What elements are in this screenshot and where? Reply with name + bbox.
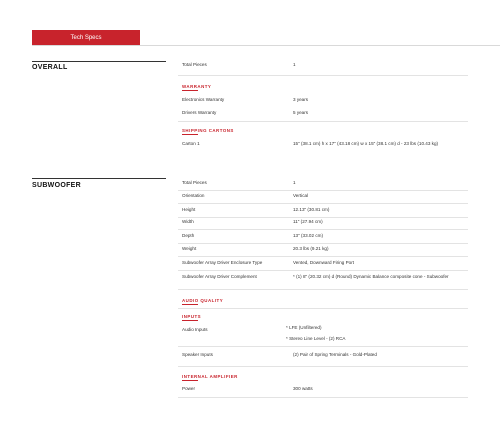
divider <box>178 217 468 218</box>
divider <box>178 121 468 122</box>
row-label: Height <box>182 207 196 212</box>
group-heading-audio-quality: AUDIO QUALITY <box>182 298 224 303</box>
divider <box>178 75 468 76</box>
row-label: Total Pieces <box>182 180 207 185</box>
row-value: 1 <box>293 180 296 185</box>
row-value: 13" (33.02 cm) <box>293 233 323 238</box>
tab-bar <box>32 30 500 46</box>
divider <box>178 308 468 309</box>
row-value-drivers-warranty: 5 years <box>293 110 309 115</box>
divider <box>178 203 468 204</box>
row-label-audio-inputs: Audio Inputs <box>182 327 208 332</box>
row-label: Orientation <box>182 193 205 198</box>
row-label: Subwoofer Array Driver Enclosure Type <box>182 260 263 265</box>
row-label-carton-1: Carton 1 <box>182 141 200 146</box>
group-heading-internal-amplifier: INTERNAL AMPLIFIER <box>182 374 238 379</box>
row-value-audio-inputs-2: * Stereo Line Level - (2) RCA <box>286 336 346 341</box>
divider <box>178 270 468 271</box>
row-label-speaker-inputs: Speaker Inputs <box>182 352 213 357</box>
row-label-drivers-warranty: Drivers Warranty <box>182 110 217 115</box>
row-value: Vertical <box>293 193 309 198</box>
row-value: 11" (27.94 cm) <box>293 219 323 224</box>
divider <box>178 256 468 257</box>
group-heading-inputs: INPUTS <box>182 314 202 319</box>
divider <box>178 289 468 290</box>
row-value-electronics-warranty: 3 years <box>293 97 309 102</box>
row-value-power: 300 watts <box>293 386 313 391</box>
section-title-subwoofer: SUBWOOFER <box>32 182 81 189</box>
row-label: Weight <box>182 246 197 251</box>
group-heading-shipping-cartons: SHIPPING CARTONS <box>182 128 234 133</box>
row-label: Width <box>182 219 194 224</box>
divider <box>178 366 468 367</box>
divider <box>178 229 468 230</box>
row-value-total-pieces: 1 <box>293 62 296 67</box>
row-value: * (1) 8" (20.32 cm) d (Round) Dynamic Balance composite cone - Subwoofer <box>293 274 449 279</box>
section-title-overall: OVERALL <box>32 64 68 71</box>
row-value: Vented, Downward Firing Port <box>293 260 355 265</box>
section-rule <box>32 178 166 179</box>
row-label-electronics-warranty: Electronics Warranty <box>182 97 225 102</box>
group-heading-warranty: WARRANTY <box>182 84 212 89</box>
row-value-audio-inputs-1: * LFE (Unfiltered) <box>286 325 322 330</box>
tab-tech-specs[interactable]: Tech Specs <box>32 30 140 45</box>
row-label-power: Power <box>182 386 196 391</box>
divider <box>178 243 468 244</box>
row-value-carton-1: 15" (38.1 cm) h x 17" (43.18 cm) w x 15" (38.1 cm) d - 23 lbs (10.43 kg) <box>293 141 439 146</box>
divider <box>178 190 468 191</box>
divider <box>178 397 468 398</box>
row-value: 20.3 lbs (9.21 kg) <box>293 246 329 251</box>
row-label: Subwoofer Array Driver Complement <box>182 274 257 279</box>
row-label: Depth <box>182 233 195 238</box>
row-value-speaker-inputs: (2) Pair of Spring Terminals - Gold-Plated <box>293 352 377 357</box>
section-rule <box>32 61 166 62</box>
divider <box>178 346 468 347</box>
row-value: 12.13" (30.81 cm) <box>293 207 330 212</box>
row-label-total-pieces: Total Pieces <box>182 62 207 67</box>
